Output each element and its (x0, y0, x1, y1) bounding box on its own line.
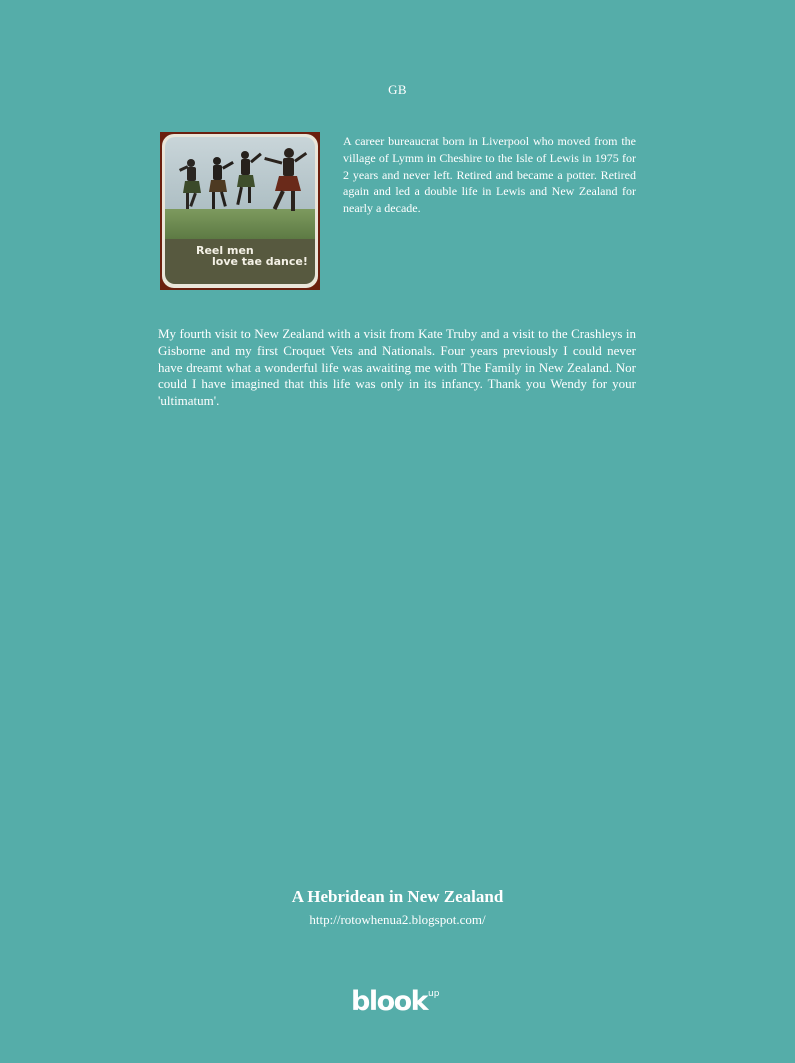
blog-title: A Hebridean in New Zealand (291, 887, 504, 906)
intro-paragraph: My fourth visit to New Zealand with a visit from Kate Truby and a visit to the Crashleys in Gisborne and my first Croquet Vets and Nationals. Four years previously I could never have dreamt what a wonderful life was awaiting me with The Family in New Zealand. Nor could I have imagined that this life was only in its infancy. Thank you Wendy for your 'ultimatum'. (158, 326, 636, 409)
blog-url: http://rotowhenua2.blogspot.com/ (309, 912, 486, 927)
blookup-logo (351, 986, 440, 1026)
dancers-figure (165, 139, 315, 239)
logo-superscript: up (428, 989, 440, 999)
author-initials: GB (388, 82, 407, 97)
coaster-caption (196, 245, 308, 267)
author-bio: A career bureaucrat born in Liverpool who moved from the village of Lymm in Cheshire to the Isle of Lewis in 1975 for 2 years and never left. Retired and became a potter. Retired again and led a double life in Lewis and New Zealand for nearly a decade. (343, 134, 636, 216)
cover-image (160, 132, 320, 290)
coaster-illustration (162, 134, 318, 288)
coaster-caption-line2: love tae dance! (212, 255, 308, 268)
logo-wordmark: blook (351, 986, 428, 1017)
coaster-caption-line1: Reel men (196, 244, 254, 257)
